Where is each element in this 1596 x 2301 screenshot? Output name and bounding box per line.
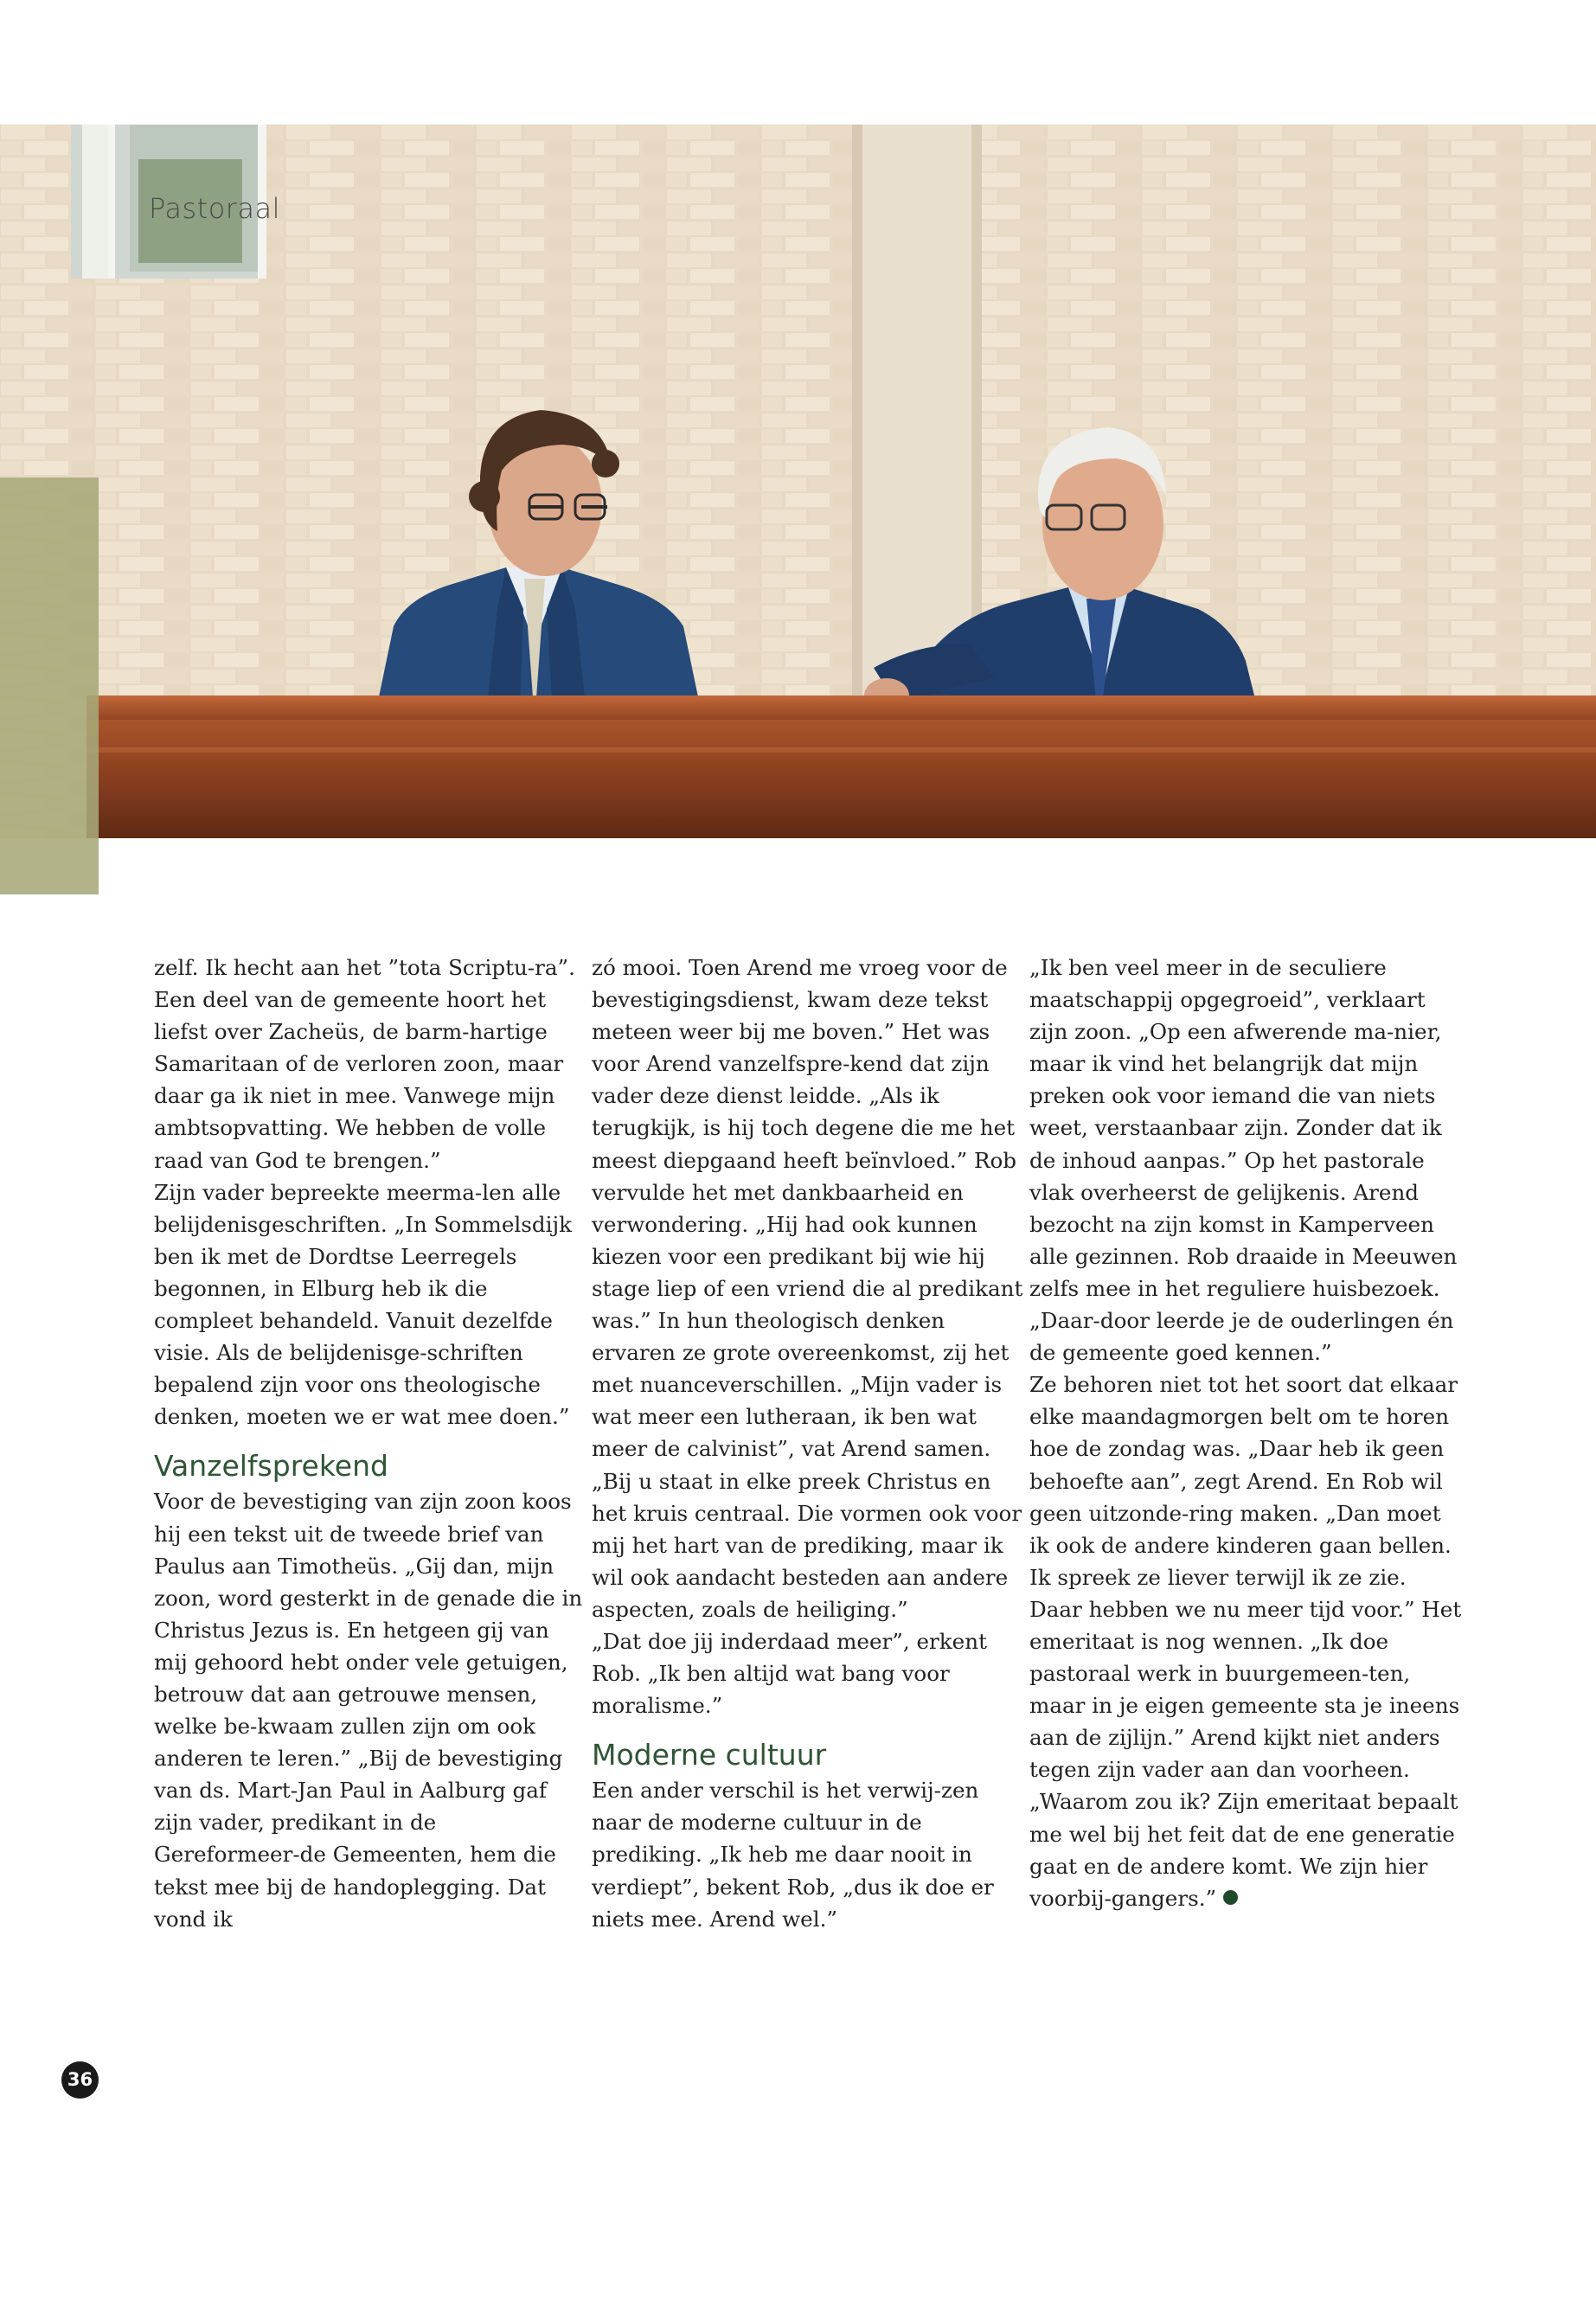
end-mark-icon bbox=[1223, 1890, 1238, 1905]
paragraph: Zijn vader bepreekte meerma-len alle belijdenisgeschriften. „In Sommelsdijk ben ik met de Dordtse Leerregels begonnen, in Elburg heb ik die compleet behandeld. Vanuit dezelfde visie. Als de belijdenisge-schriften bepalend zijn voor ons theologische denken, moeten we er wat mee doen.” bbox=[154, 1179, 573, 1430]
subheading-vanzelfsprekend: Vanzelfsprekend bbox=[154, 1449, 388, 1484]
paragraph: „Ik ben veel meer in de seculiere maatschappij opgegroeid”, verklaart zijn zoon. „Op een afwerende ma-nier, maar ik vind het belangrijk dat mijn preken ook voor iemand die van niets weet, verstaanbaar zijn. Zonder dat ik de inhoud aanpas.” Op het pastorale vlak overheerst de gelijkenis. Arend bezocht na zijn komst in Kamperveen alle gezinnen. Rob draaide in Meeuwen zelfs mee in het reguliere huisbezoek. „Daar-door leerde je de ouderlingen én de gemeente goed kennen.” bbox=[1029, 955, 1458, 1366]
paragraph: Een ander verschil is het verwij-zen naar de moderne cultuur in de prediking. „Ik heb me daar nooit in verdiept”, bekent Rob, „dus ik doe er niets mee. Arend wel.” bbox=[592, 1778, 994, 1932]
paragraph: zó mooi. Toen Arend me vroeg voor de bevestigingsdienst, kwam deze tekst meteen weer bij me boven.” Het was voor Arend vanzelfspre-kend dat zijn vader deze dienst leidde. „Als ik terugkijk, is hij toch degene die me het meest diepgaand heeft beïnvloed.” Rob vervulde het met dankbaarheid en verwondering. „Hij had ook kunnen kiezen voor een predikant bij wie hij stage liep of een vriend die al predikant was.” In hun theologisch denken ervaren ze grote overeenkomst, zij het met nuanceverschillen. „Mijn vader is wat meer een lutheraan, ik ben wat meer de calvinist”, vat Arend samen. „Bij u staat in elke preek Christus en het kruis centraal. Die vormen ook voor mij het hart van de prediking, maar ik wil ook aandacht besteden aan andere aspecten, zoals de heiliging.” bbox=[592, 955, 1023, 1622]
paragraph: zelf. Ik hecht aan het ”tota Scriptu-ra”. Een deel van de gemeente hoort het liefst over Zacheüs, de barm-hartige Samaritaan of de verloren zoon, maar daar ga ik niet in mee. Vanwege mijn ambtsopvatting. We hebben de volle raad van God te brengen.” bbox=[154, 955, 575, 1173]
paragraph-final bbox=[1029, 1368, 1462, 1914]
header-photo bbox=[0, 125, 1596, 838]
page-number: 36 bbox=[61, 2061, 99, 2099]
article-column-3 bbox=[1029, 952, 1462, 1914]
paragraph: „Dat doe jij inderdaad meer”, erkent Rob. „Ik ben altijd wat bang voor moralisme.” bbox=[592, 1628, 987, 1719]
paragraph: Voor de bevestiging van zijn zoon koos hij een tekst uit de tweede brief van Paulus aan Timotheüs. „Gij dan, mijn zoon, word gesterkt in de genade die in Christus Jezus is. En hetgeen gij van mij gehoord hebt onder vele getuigen, betrouw dat aan getrouwe mensen, welke be-kwaam zullen zijn om ook anderen te leren.” „Bij de bevestiging van ds. Mart-Jan Paul in Aalburg gaf zijn vader, predikant in de Gereformeer-de Gemeenten, hem die tekst mee bij de handoplegging. Dat vond ik bbox=[154, 1489, 583, 1932]
photo-illustration bbox=[0, 125, 1596, 838]
decorative-green-block bbox=[0, 478, 99, 894]
article-column-2 bbox=[592, 952, 1024, 1935]
paragraph-text: Ze behoren niet tot het soort dat elkaar elke maandagmorgen belt om te horen hoe de zondag was. „Daar heb ik geen behoefte aan”, zegt Arend. En Rob wil geen uitzonde-ring maken. „Dan moet ik ook de andere kinderen gaan bellen. Ik spreek ze liever terwijl ik ze zie. Daar hebben we nu meer tijd voor.” Het emeritaat is nog wennen. „Ik doe pastoraal werk in buurgemeen-ten, maar in je eigen gemeente sta je ineens aan de zijlijn.” Arend kijkt niet anders tegen zijn vader aan dan voorheen. „Waarom zou ik? Zijn emeritaat bepaalt me wel bij het feit dat de ene generatie gaat en de andere komt. We zijn hier voorbij-gangers.” bbox=[1029, 1372, 1462, 1911]
article-column-1 bbox=[154, 952, 586, 1935]
subheading-moderne-cultuur: Moderne cultuur bbox=[592, 1738, 827, 1772]
section-label: Pastoraal bbox=[149, 192, 281, 225]
